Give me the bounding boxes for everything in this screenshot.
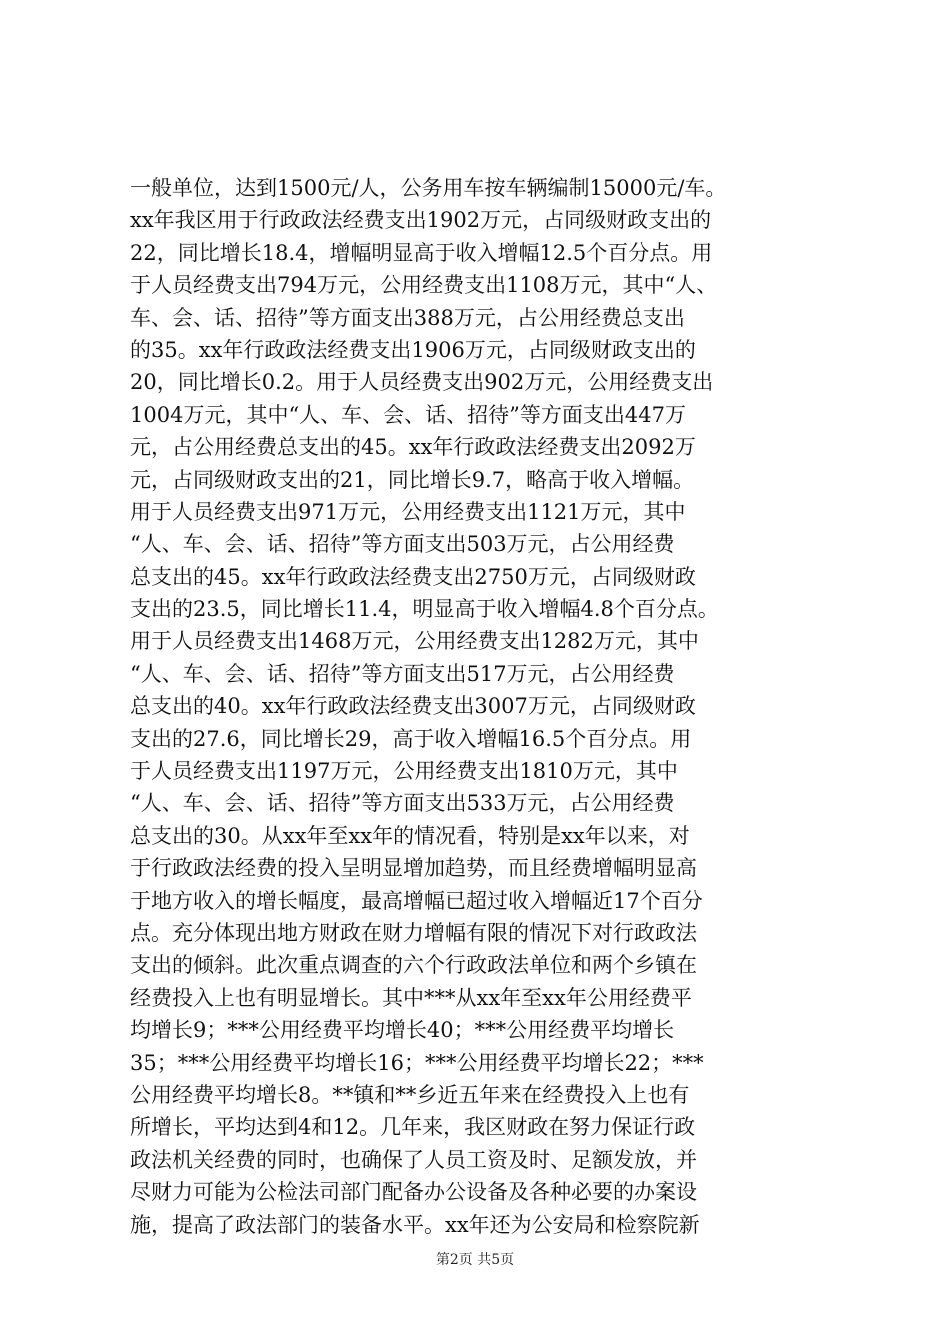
- text-line: 所增长，平均达到4和12。几年来，我区财政在努力保证行政: [130, 1115, 696, 1140]
- text-line: 一般单位，达到1500元/人，公务用车按车辆编制15000元/车。: [130, 176, 727, 200]
- text-line: “人、车、会、话、招待”等方面支出533万元，占公用经费: [130, 791, 675, 816]
- text-line: 施，提高了政法部门的装备水平。xx年还为公安局和检察院新: [130, 1212, 700, 1237]
- text-line: 总支出的30。从xx年至xx年的情况看，特别是xx年以来，对: [130, 823, 690, 848]
- text-line: 的35。xx年行政政法经费支出1906万元，占同级财政支出的: [130, 337, 696, 362]
- text-line: 于人员经费支出1197万元，公用经费支出1810万元，其中: [130, 759, 678, 784]
- text-line: 总支出的40。xx年行政政法经费支出3007万元，占同级财政: [130, 694, 696, 719]
- text-line: 用于人员经费支出971万元，公用经费支出1121万元，其中: [130, 499, 686, 524]
- text-line: 经费投入上也有明显增长。其中***从xx年至xx年公用经费平: [130, 985, 692, 1010]
- text-line: 22，同比增长18.4，增幅明显高于收入增幅12.5个百分点。用: [130, 240, 713, 265]
- text-line: 支出的倾斜。此次重点调查的六个行政政法单位和两个乡镇在: [130, 953, 697, 978]
- text-line: 于行政政法经费的投入呈明显增加趋势，而且经费增幅明显高: [130, 856, 697, 881]
- text-line: 元，占同级财政支出的21，同比增长9.7，略高于收入增幅。: [130, 467, 695, 492]
- text-line: “人、车、会、话、招待”等方面支出517万元，占公用经费: [130, 661, 675, 686]
- text-line: 20，同比增长0.2。用于人员经费支出902万元，公用经费支出: [130, 370, 714, 395]
- text-line: 政法机关经费的同时，也确保了人员工资及时、足额发放，并: [130, 1147, 697, 1172]
- text-line: 支出的23.5，同比增长11.4，明显高于收入增幅4.8个百分点。: [130, 597, 719, 622]
- text-line: 总支出的45。xx年行政政法经费支出2750万元，占同级财政: [130, 564, 696, 589]
- text-line: 35；***公用经费平均增长16；***公用经费平均增长22；***: [130, 1050, 704, 1075]
- text-line: 元，占公用经费总支出的45。xx年行政政法经费支出2092万: [130, 435, 696, 460]
- text-line: 于地方收入的增长幅度，最高增幅已超过收入增幅近17个百分: [130, 888, 703, 913]
- page-footer: 第2页 共5页: [435, 1252, 515, 1268]
- text-line: 于人员经费支出794万元，公用经费支出1108万元，其中“人、: [130, 273, 718, 298]
- text-line: 支出的27.6，同比增长29，高于收入增幅16.5个百分点。用: [130, 726, 692, 751]
- text-line: 车、会、话、招待”等方面支出388万元，占公用经费总支出: [130, 305, 685, 330]
- text-line: “人、车、会、话、招待”等方面支出503万元，占公用经费: [130, 532, 675, 557]
- body-text: [130, 172, 830, 1241]
- text-line: 用于人员经费支出1468万元，公用经费支出1282万元，其中: [130, 629, 699, 654]
- text-line: xx年我区用于行政政法经费支出1902万元，占同级财政支出的: [130, 208, 712, 233]
- text-line: 点。充分体现出地方财政在财力增幅有限的情况下对行政政法: [130, 920, 697, 945]
- text-line: 均增长9；***公用经费平均增长40；***公用经费平均增长: [130, 1018, 675, 1043]
- text-line: 公用经费平均增长8。**镇和**乡近五年来在经费投入上也有: [130, 1082, 690, 1107]
- text-line: 1004万元，其中“人、车、会、话、招待”等方面支出447万: [130, 402, 686, 427]
- text-line: 尽财力可能为公检法司部门配备办公设备及各种必要的办案设: [130, 1180, 697, 1205]
